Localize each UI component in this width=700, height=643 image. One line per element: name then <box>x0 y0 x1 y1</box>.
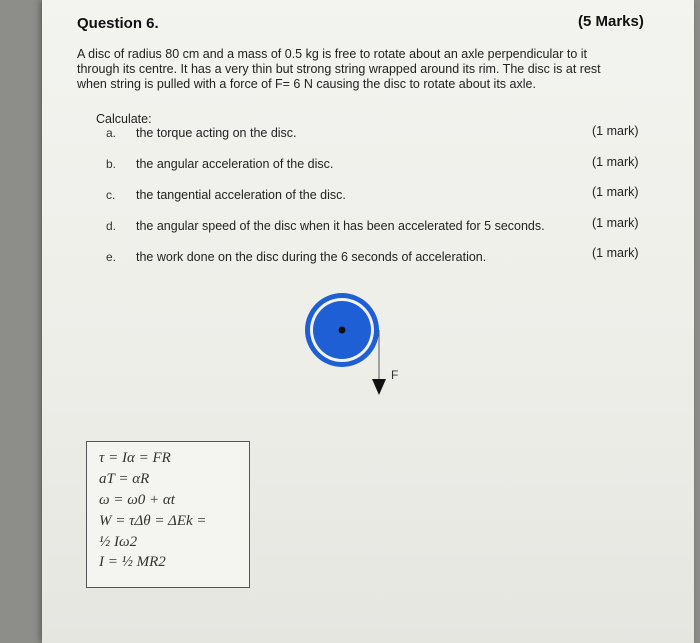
item-text: the angular speed of the disc when it has been accelerated for 5 seconds. <box>136 219 545 233</box>
question-marks: (5 Marks) <box>578 13 644 30</box>
item-mark: (1 mark) <box>592 246 639 260</box>
item-letter: b. <box>106 157 117 171</box>
item-text: the tangential acceleration of the disc. <box>136 188 346 202</box>
formula-box <box>86 441 250 588</box>
formula-angular-speed: ω = ω0 + αt <box>99 492 175 508</box>
formula-tangential: aT = αR <box>99 471 150 487</box>
question-text-line-3: when string is pulled with a force of F= 6 N causing the disc to rotate about its axle. <box>77 77 536 91</box>
item-mark: (1 mark) <box>592 185 639 199</box>
item-text: the work done on the disc during the 6 seconds of acceleration. <box>136 250 487 264</box>
question-title: Question 6. <box>77 15 159 32</box>
item-mark: (1 mark) <box>592 124 639 138</box>
item-letter: a. <box>106 126 117 140</box>
item-letter: d. <box>106 219 117 233</box>
item-mark: (1 mark) <box>592 216 639 230</box>
question-text-line-1: A disc of radius 80 cm and a mass of 0.5 kg is free to rotate about an axle perpendicular to it <box>77 47 588 61</box>
formula-torque: τ = Iα = FR <box>99 450 171 466</box>
question-text-line-2: through its centre. It has a very thin but strong string wrapped around its rim. The disc is at rest <box>77 62 601 76</box>
item-letter: e. <box>106 250 117 264</box>
item-text: the angular acceleration of the disc. <box>136 157 334 171</box>
disc-diagram <box>290 285 420 400</box>
item-text: the torque acting on the disc. <box>136 126 297 140</box>
axle-dot <box>339 327 346 334</box>
calculate-label: Calculate: <box>96 112 152 126</box>
item-letter: c. <box>106 188 116 202</box>
force-arrowhead <box>372 379 386 395</box>
formula-moment-of-inertia: I = ½ MR2 <box>99 554 166 570</box>
formula-work: W = τΔθ = ΔEk = <box>99 513 207 529</box>
formula-kinetic-energy: ½ Iω2 <box>99 534 138 550</box>
item-mark: (1 mark) <box>592 155 639 169</box>
force-label: F <box>391 368 399 382</box>
